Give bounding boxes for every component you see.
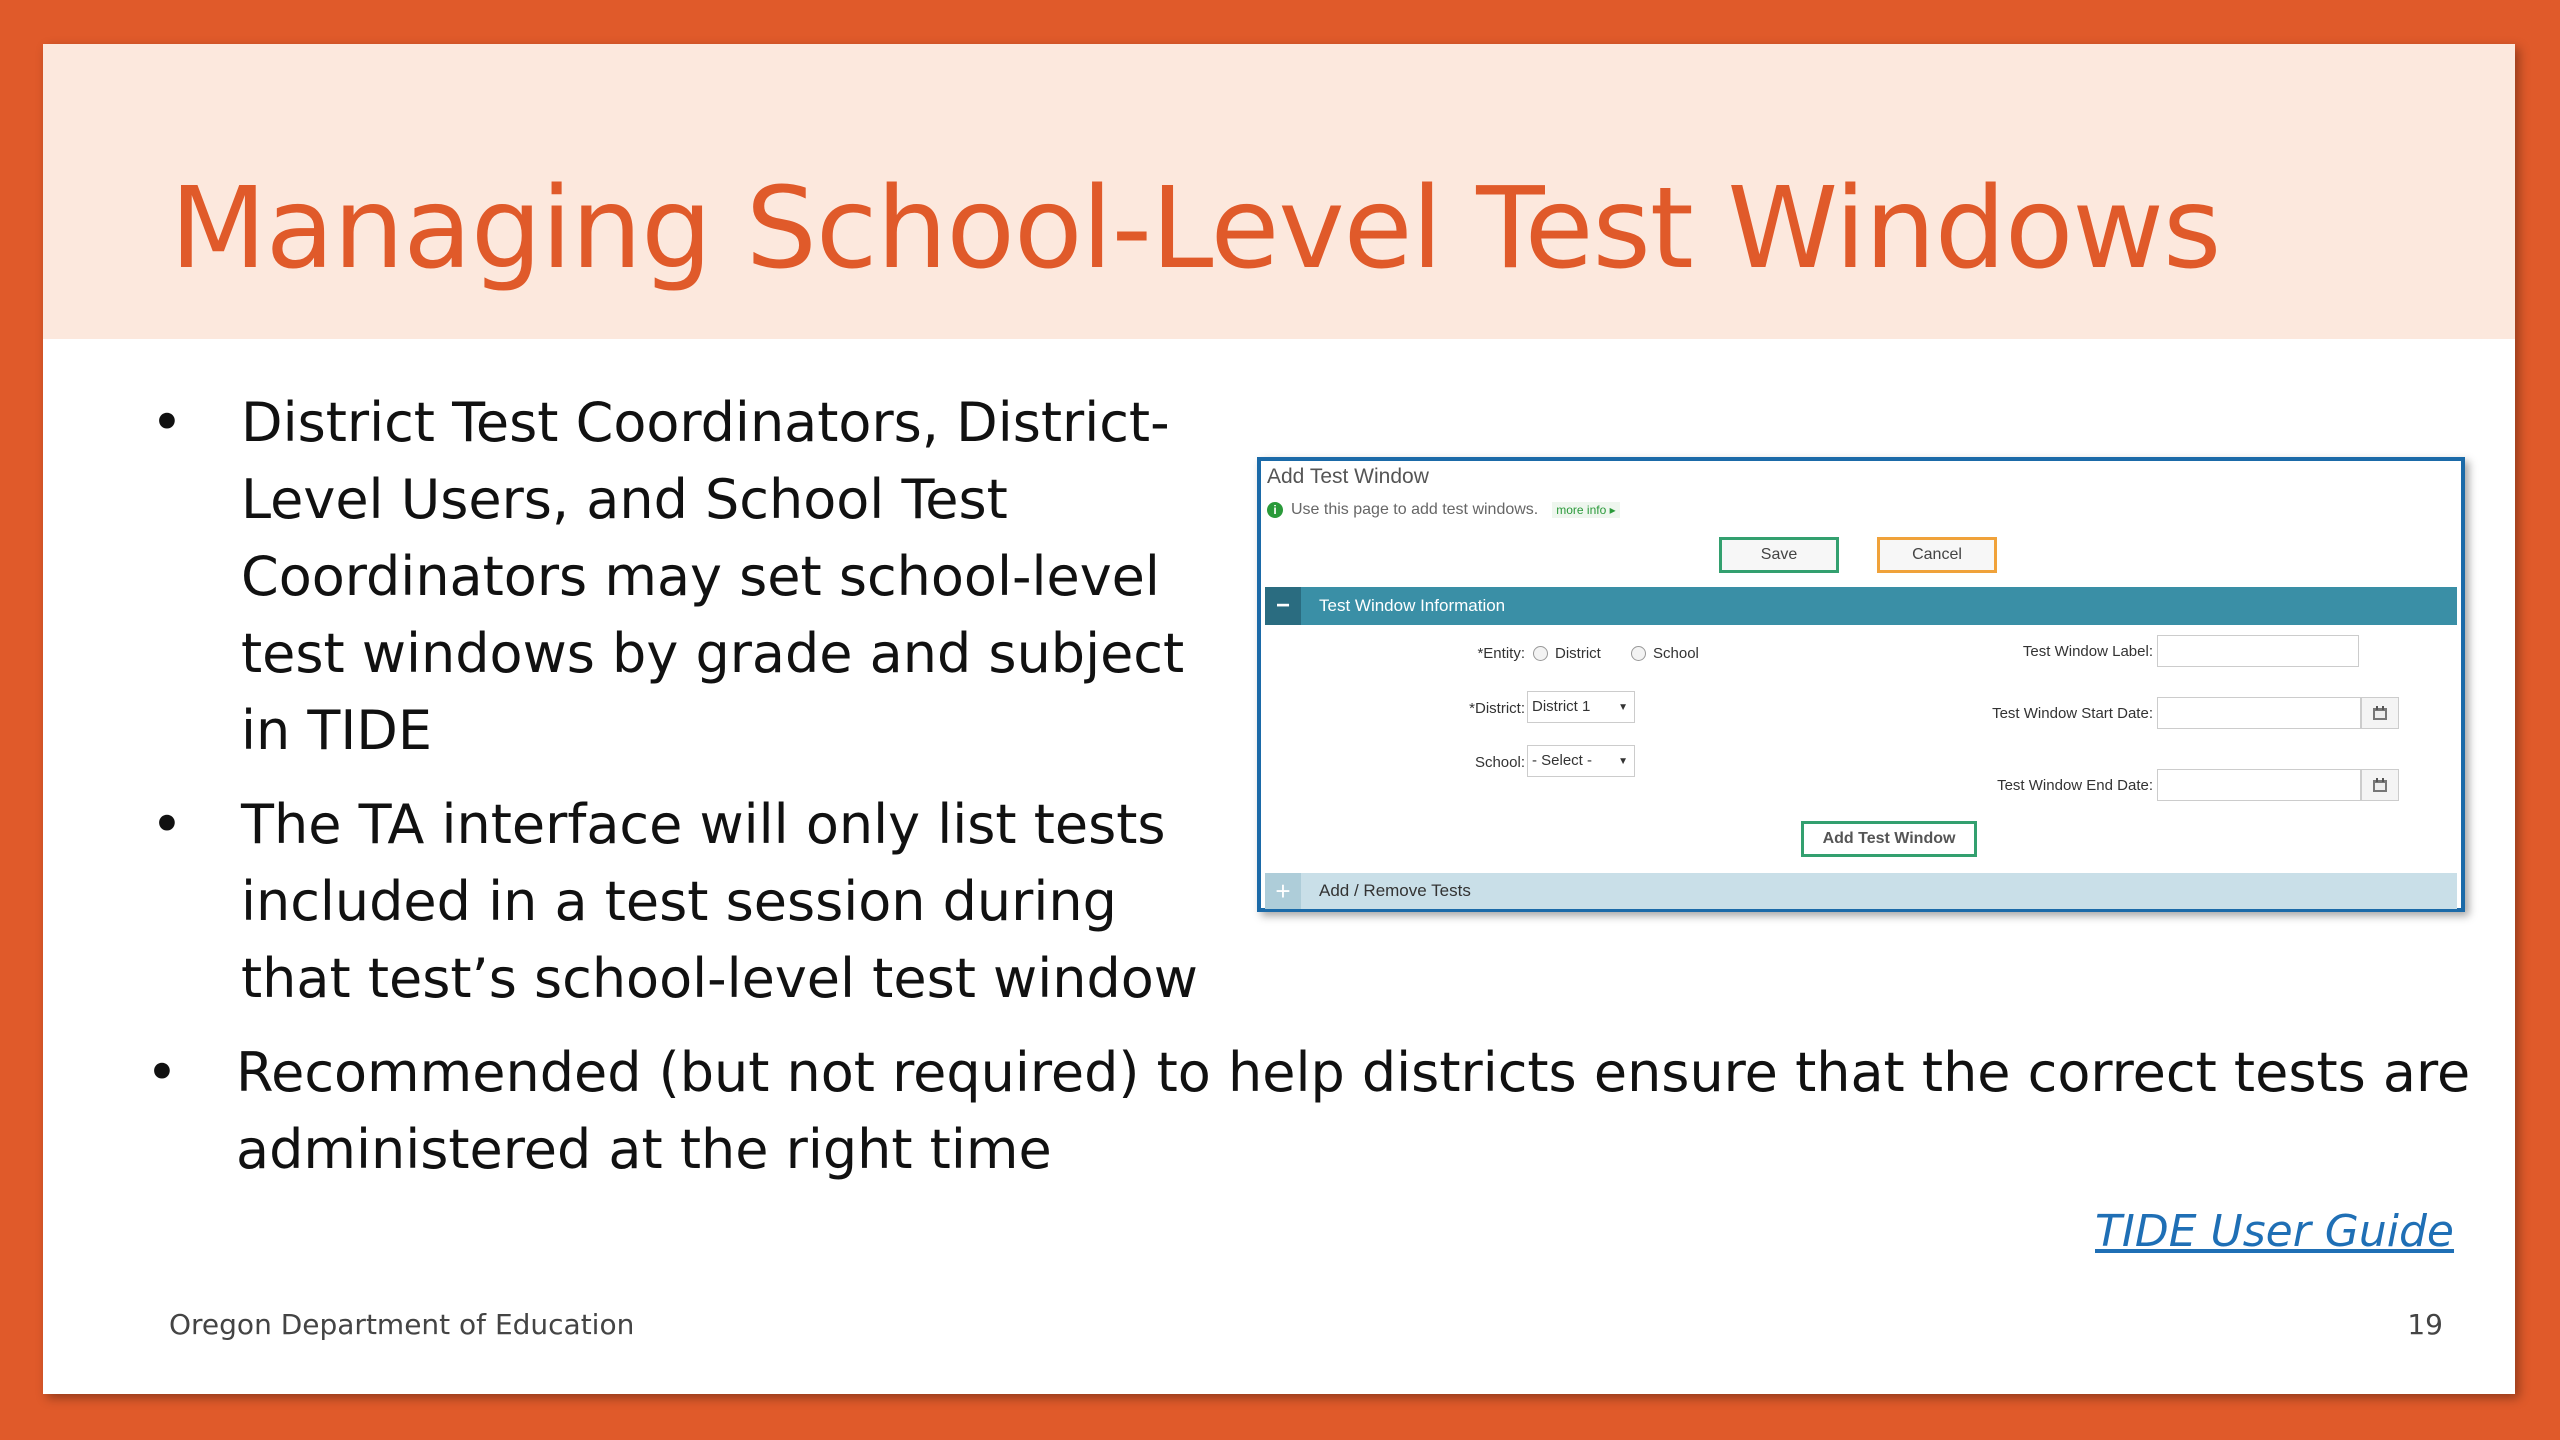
district-value: District 1: [1532, 698, 1591, 715]
info-text: Use this page to add test windows.: [1291, 501, 1539, 518]
entity-option-school: School: [1653, 645, 1699, 662]
save-button[interactable]: Save: [1719, 537, 1839, 573]
school-label: School:: [1474, 754, 1525, 771]
embedded-screenshot: [1257, 457, 2465, 912]
cancel-button[interactable]: Cancel: [1877, 537, 1997, 573]
add-test-window-button[interactable]: Add Test Window: [1801, 821, 1977, 857]
test-window-label-input[interactable]: [2157, 635, 2359, 667]
bullet-item: [151, 786, 1241, 1017]
test-window-info-section: [1265, 587, 2457, 625]
test-window-label-label: Test Window Label:: [2022, 643, 2153, 660]
end-date-label: Test Window End Date:: [1997, 777, 2153, 794]
school-value: - Select -: [1532, 752, 1593, 769]
bullet-text: District Test Coordinators, District-Level Users, and School Test Coordinators may set school-level test windows by grade and subject in TIDE: [241, 391, 1185, 762]
calendar-icon[interactable]: [2361, 769, 2399, 801]
bullet-item: [151, 384, 1241, 769]
district-select[interactable]: [1527, 691, 1635, 723]
district-label: *District:: [1469, 700, 1525, 717]
slide-title: Managing School-Level Test Windows: [170, 164, 2221, 294]
footer-organization: Oregon Department of Education: [169, 1308, 635, 1341]
school-select[interactable]: [1527, 745, 1635, 777]
collapse-icon[interactable]: −: [1265, 587, 1301, 625]
entity-radio-school[interactable]: [1631, 646, 1646, 661]
start-date-label: Test Window Start Date:: [1992, 705, 2153, 722]
section2-title: Add / Remove Tests: [1319, 881, 1471, 900]
bullet-dot: •: [146, 1041, 178, 1104]
entity-label: *Entity:: [1477, 645, 1525, 662]
start-date-input[interactable]: [2157, 697, 2361, 729]
bullet-item: [146, 1034, 2486, 1188]
end-date-input[interactable]: [2157, 769, 2361, 801]
entity-radio-district[interactable]: [1533, 646, 1548, 661]
chevron-down-icon: ▼: [1618, 756, 1628, 767]
screenshot-header: Add Test Window: [1267, 465, 1429, 488]
info-icon: i: [1267, 502, 1283, 518]
bullet-dot: •: [151, 391, 183, 454]
bullet-dot: •: [151, 793, 183, 856]
slide: [43, 44, 2515, 1394]
expand-icon[interactable]: +: [1265, 873, 1301, 909]
section-title: Test Window Information: [1319, 596, 1506, 615]
bullet-text: The TA interface will only list tests included in a test session during that test’s school-level test window: [241, 793, 1198, 1010]
more-info-link[interactable]: more info ▸: [1552, 502, 1619, 518]
info-line: [1267, 501, 1620, 519]
add-remove-tests-section: [1265, 873, 2457, 909]
chevron-down-icon: ▼: [1618, 702, 1628, 713]
tide-user-guide-link[interactable]: TIDE User Guide: [2095, 1206, 2455, 1257]
page-number: 19: [2407, 1308, 2443, 1341]
entity-option-district: District: [1555, 645, 1601, 662]
bullet-text: Recommended (but not required) to help districts ensure that the correct tests are administered at the right time: [236, 1041, 2471, 1181]
calendar-icon[interactable]: [2361, 697, 2399, 729]
